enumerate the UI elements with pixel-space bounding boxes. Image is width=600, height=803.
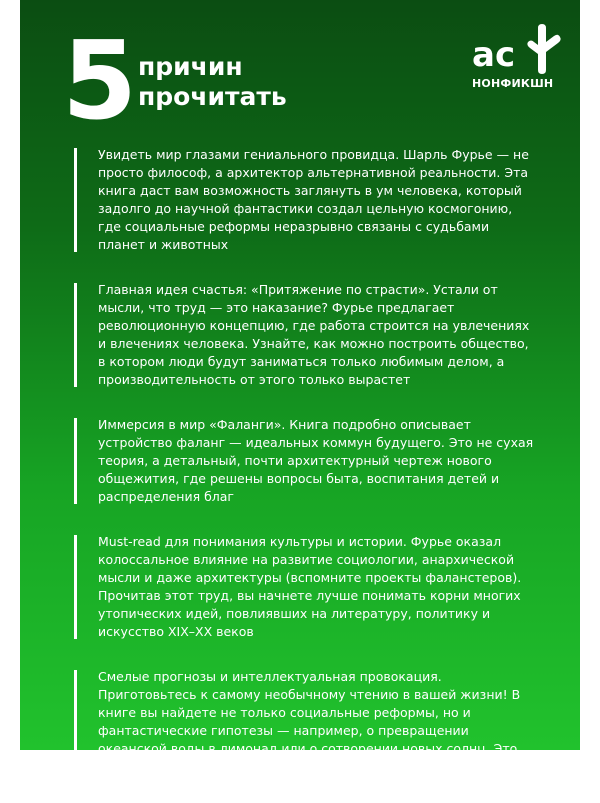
reason-text: Must-read для понимания культуры и истории. Фурье оказал колоссальное влияние на развитие социологии, анархической мысли и даже архитектуры (вспомните проекты фаланстеров). Прочитав этот труд, вы начнете лучше понимать корни многих утопических идей, повлиявших на литературу, политику и искусство XIX–XX веков (98, 534, 522, 639)
ast-logo-icon (470, 22, 566, 78)
reason-item (74, 146, 534, 254)
reason-text: Главная идея счастья: «Притяжение по страсти». Устали от мысли, что труд — это наказание? Фурье предлагает революционную концепцию, где работа строится на увлечениях и влечениях человека. Узнайте, как можно построить общество, в котором люди будут заниматься только любимым делом, а производительность от этого только вырастет (98, 282, 530, 387)
reason-item (74, 281, 534, 389)
publisher-logo (470, 22, 566, 94)
reason-bar (74, 148, 77, 252)
reason-bar (74, 670, 77, 774)
reasons-list (74, 146, 534, 803)
svg-text:ac: ac (472, 35, 516, 75)
logo-subtitle: НОНФИКШН (472, 77, 554, 90)
title-line-1: причин (138, 52, 243, 81)
reason-text: Иммерсия в мир «Фаланги». Книга подробно описывает устройство фаланг — идеальных коммун будущего. Это не сухая теория, а детальный, почти архитектурный чертеж нового общежития, где решены вопросы быта, воспитания детей и распределения благ (98, 417, 534, 504)
reason-item (74, 416, 534, 506)
reason-item (74, 668, 534, 776)
reason-bar (74, 535, 77, 639)
reason-bar (74, 418, 77, 504)
promo-card (20, 0, 580, 774)
reasons-count: 5 (62, 19, 136, 144)
reason-text: Увидеть мир глазами гениального провидца. Шарль Фурье — не просто философ, а архитектор альтернативной реальности. Эта книга даст вам возможность заглянуть в ум человека, который задолго до научной фантастики создал цельную космогонию, где социальные реформы неразрывно связаны с судьбами планет и животных (98, 147, 529, 252)
reason-text: Смелые прогнозы и интеллектуальная провокация. Приготовьтесь к самому необычному чтению в вашей жизни! В книге вы найдете не только социальные реформы, но и фантастические гипотезы — например, о превращении океанской воды в лимонад или о сотворении новых солнц. Это захватывающий коктейль из философии, футурологии и поэзии (98, 669, 526, 774)
reason-bar (74, 283, 77, 387)
title-line-2: прочитать (138, 82, 287, 111)
reason-item (74, 533, 534, 641)
page-title (138, 52, 287, 112)
